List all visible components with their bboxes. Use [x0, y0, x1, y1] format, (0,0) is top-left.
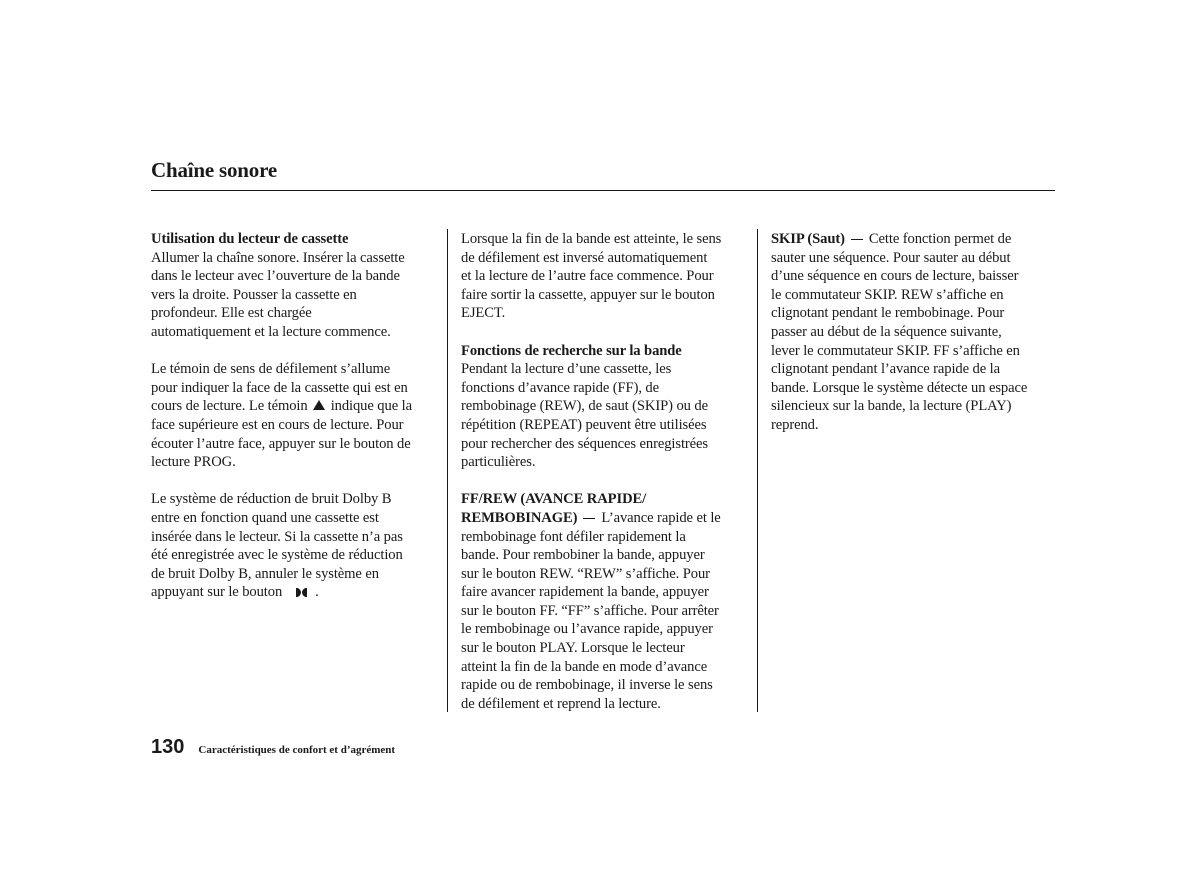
- text-fragment: indique que la: [330, 398, 412, 415]
- paragraph-3: [151, 490, 436, 602]
- text-line: faire avancer rapidement la bande, appuyer: [461, 584, 709, 601]
- text-line: rapide ou de rembobinage, il inverse le sens: [461, 677, 713, 694]
- text-line: automatiquement et la lecture commence.: [151, 323, 391, 340]
- text-line: Le système de réduction de bruit Dolby B: [151, 491, 392, 508]
- text-line: silencieux sur la bande, la lecture (PLAY): [771, 398, 1012, 415]
- text-line: répétition (REPEAT) peuvent être utilisées: [461, 416, 707, 433]
- text-line: dans le lecteur avec l’ouverture de la bande: [151, 268, 400, 285]
- text-line: clignotant pendant le rembobinage. Pour: [771, 305, 1005, 322]
- text-line: profondeur. Elle est chargée: [151, 305, 312, 322]
- text-fragment: .: [315, 584, 319, 601]
- text-line: face supérieure est en cours de lecture. Pour: [151, 416, 404, 433]
- text-line: Pendant la lecture d’une cassette, les: [461, 361, 672, 378]
- text-line: bande. Pour rembobiner la bande, appuyer: [461, 547, 705, 564]
- em-dash: [851, 239, 863, 240]
- text-line: le rembobinage ou l’avance rapide, appuyer: [461, 621, 713, 638]
- text-line: et la lecture de l’autre face commence. Pour: [461, 268, 714, 285]
- page-title: Chaîne sonore: [151, 158, 277, 182]
- text-line: faire sortir la cassette, appuyer sur le bouton: [461, 286, 715, 303]
- column-2: [461, 230, 751, 732]
- column-3: [771, 230, 1063, 453]
- text-fragment: L’avance rapide et le: [601, 509, 721, 526]
- text-line: de défilement est inversé automatiquement: [461, 249, 708, 266]
- paragraph-2: [151, 360, 436, 472]
- section-heading-ffrew-cont: REMBOBINAGE): [461, 509, 578, 526]
- paragraph-1: [151, 230, 436, 342]
- text-line: Le témoin de sens de défilement s’allume: [151, 361, 391, 378]
- text-line: pour rechercher des séquences enregistrées: [461, 435, 709, 452]
- text-line: Lorsque la fin de la bande est atteinte, le sens: [461, 231, 722, 247]
- text-line: atteint la fin de la bande en mode d’avance: [461, 658, 708, 675]
- direction-triangle-icon: [313, 400, 325, 410]
- text-fragment: Cette fonction permet de: [868, 231, 1012, 247]
- section-heading-skip: SKIP (Saut): [771, 231, 845, 247]
- text-line: de bruit Dolby B, annuler le système en: [151, 565, 379, 582]
- text-line: vers la droite. Pousser la cassette en: [151, 286, 357, 303]
- text-line: sur le bouton PLAY. Lorsque le lecteur: [461, 640, 685, 657]
- text-line: reprend.: [771, 416, 819, 433]
- text-line: rembobinage (REW), de saut (SKIP) ou de: [461, 398, 708, 415]
- text-line: entre en fonction quand une cassette est: [151, 509, 379, 526]
- text-fragment: cours de lecture. Le témoin: [151, 398, 308, 415]
- page-number: 130: [151, 736, 185, 758]
- dolby-nr-icon: [296, 588, 307, 597]
- text-line: insérée dans le lecteur. Si la cassette n’a pas: [151, 528, 403, 545]
- text-line-with-icon: [151, 583, 436, 602]
- em-dash: [583, 518, 595, 519]
- section-heading-cassette: Utilisation du lecteur de cassette: [151, 231, 349, 247]
- paragraph-2: [461, 342, 751, 472]
- footer-section-title: Caractéristiques de confort et d’agrément: [198, 744, 396, 756]
- text-line: sauter une séquence. Pour sauter au début: [771, 249, 1011, 266]
- text-line: pour indiquer la face de la cassette qui est en: [151, 379, 408, 396]
- text-line: rembobinage font défiler rapidement la: [461, 528, 686, 545]
- text-line: d’une séquence en cours de lecture, baisser: [771, 268, 1019, 285]
- text-line: sur le bouton FF. “FF” s’affiche. Pour arrêter: [461, 602, 719, 619]
- text-line: particulières.: [461, 454, 536, 471]
- column-divider: [447, 229, 448, 712]
- text-line-with-heading: [771, 230, 1063, 249]
- text-line: été enregistrée avec le système de réduction: [151, 547, 403, 564]
- section-heading-search: Fonctions de recherche sur la bande: [461, 342, 682, 359]
- text-line: lever le commutateur SKIP. FF s’affiche en: [771, 342, 1020, 359]
- text-line: passer au début de la séquence suivante,: [771, 323, 1002, 340]
- paragraph-1: [461, 230, 751, 323]
- text-line: le commutateur SKIP. REW s’affiche en: [771, 286, 1004, 303]
- text-line-with-icon: [151, 397, 436, 416]
- text-line: sur le bouton REW. “REW” s’affiche. Pour: [461, 565, 710, 582]
- column-1: [151, 230, 436, 620]
- text-line: clignotant pendant l’avance rapide de la: [771, 361, 1000, 378]
- text-line: EJECT.: [461, 305, 506, 322]
- text-line: Allumer la chaîne sonore. Insérer la cassette: [151, 249, 405, 266]
- text-line-with-heading: [461, 509, 751, 528]
- paragraph-1: [771, 230, 1063, 435]
- section-heading-ffrew: FF/REW (AVANCE RAPIDE/: [461, 491, 647, 508]
- title-rule: [151, 190, 1055, 191]
- page-footer: [151, 736, 395, 759]
- text-line: bande. Lorsque le système détecte un espace: [771, 379, 1028, 396]
- text-line: écouter l’autre face, appuyer sur le bouton de: [151, 435, 411, 452]
- column-divider: [757, 229, 758, 712]
- text-line: lecture PROG.: [151, 454, 236, 471]
- paragraph-3: [461, 490, 751, 713]
- text-line: de défilement et reprend la lecture.: [461, 695, 661, 712]
- text-line: fonctions d’avance rapide (FF), de: [461, 379, 660, 396]
- text-fragment: appuyant sur le bouton: [151, 584, 283, 601]
